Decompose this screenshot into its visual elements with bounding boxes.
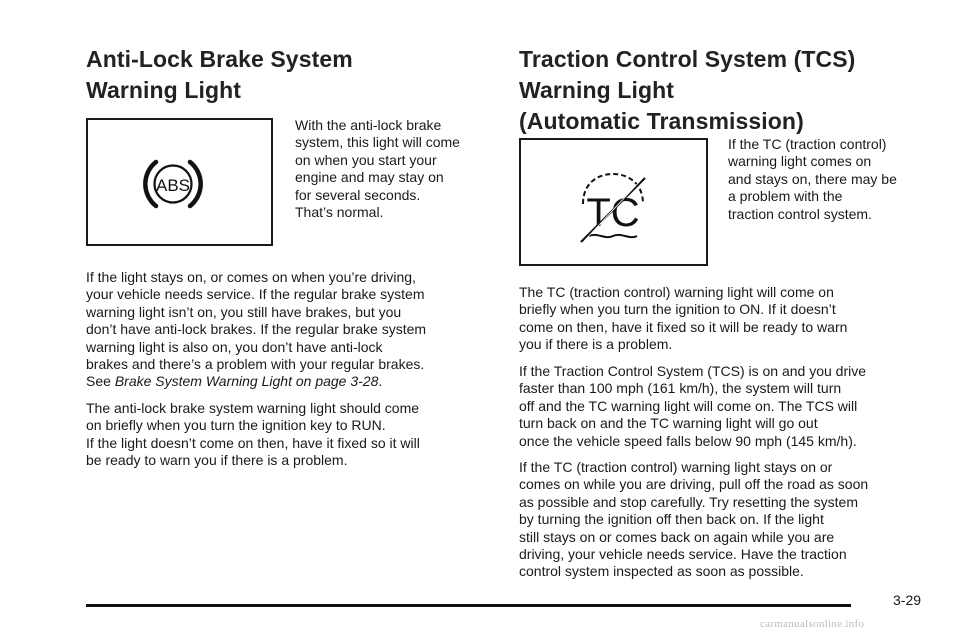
tcs-side-line: traction control system. (728, 205, 872, 222)
abs-side-line: engine and may stay on (295, 169, 444, 186)
tcs-paragraph-3: If the TC (traction control) warning light stays on or comes on while you are driving, pull off the road as soon as possible and stop carefully. Try resetting the system by turning the ignition off then back on. If the light still stays on or comes back on again while you are driving, your vehicle needs service. Have the traction control system inspected as soon as possible. (519, 459, 869, 580)
tcs-heading-line3: (Automatic Transmission) (519, 108, 804, 134)
tcs-side-line: and stays on, there may be (728, 170, 897, 187)
tcs-heading-line2: Warning Light (519, 77, 675, 103)
abs-figure (86, 118, 273, 246)
page-number: 3-29 (893, 592, 922, 608)
tcs-side-line: a problem with the (728, 188, 843, 205)
abs-side-line: That’s normal. (295, 204, 384, 221)
abs-heading (86, 44, 496, 106)
abs-warning-icon (88, 120, 271, 244)
tcs-heading-line1: Traction Control System (TCS) (519, 46, 856, 72)
tcs-side-line: warning light comes on (728, 153, 872, 170)
footer-rule (86, 604, 851, 607)
abs-side-line: system, this light will come (295, 134, 460, 151)
tc-icon-label: TC (586, 191, 640, 235)
tcs-paragraph-2: If the Traction Control System (TCS) is on and you drive faster than 100 mph (161 km/h), the system will turn off and the TC warning light will come on. The TCS will turn back on and the TC warning light will go out once the vehicle speed falls below 90 mph (145 km/h). (519, 363, 867, 449)
abs-icon-label: ABS (155, 176, 191, 195)
tcs-heading (519, 44, 929, 137)
tcs-side-text (728, 136, 933, 223)
watermark: carmanualsonline.info (760, 618, 865, 630)
tcs-side-line: If the TC (traction control) (728, 136, 887, 152)
abs-side-line: With the anti-lock brake (295, 117, 442, 133)
abs-paragraph-2: The anti-lock brake system warning light should come on briefly when you turn the ignition key to RUN. If the light doesn’t come on then, have it fixed so it will be ready to warn you if there is a problem. (86, 400, 420, 469)
abs-heading-line2: Warning Light (86, 77, 242, 103)
tcs-figure (519, 138, 708, 266)
tc-warning-icon (521, 140, 706, 264)
tcs-paragraph-1: The TC (traction control) warning light will come on briefly when you turn the ignition to ON. If it doesn’t come on then, have it fixed so it will be ready to warn you if there is a problem. (519, 284, 848, 353)
abs-side-text (295, 117, 500, 221)
abs-paragraph-1: If the light stays on, or comes on when you’re driving, your vehicle needs service. If the regular brake system warning light isn’t on, you still have brakes, but you don’t have anti-lock brakes. If the regular brake system warning light is also on, you don’t have anti-lock brakes and there’s a problem with your regular brakes. See Brake System Warning Light on page 3-28. (86, 269, 427, 390)
abs-heading-line1: Anti-Lock Brake System (86, 46, 353, 72)
abs-side-line: for several seconds. (295, 186, 421, 203)
abs-side-line: on when you start your (295, 151, 437, 168)
brake-system-warning-light-reference[interactable]: Brake System Warning Light on page 3-28 (114, 373, 379, 390)
